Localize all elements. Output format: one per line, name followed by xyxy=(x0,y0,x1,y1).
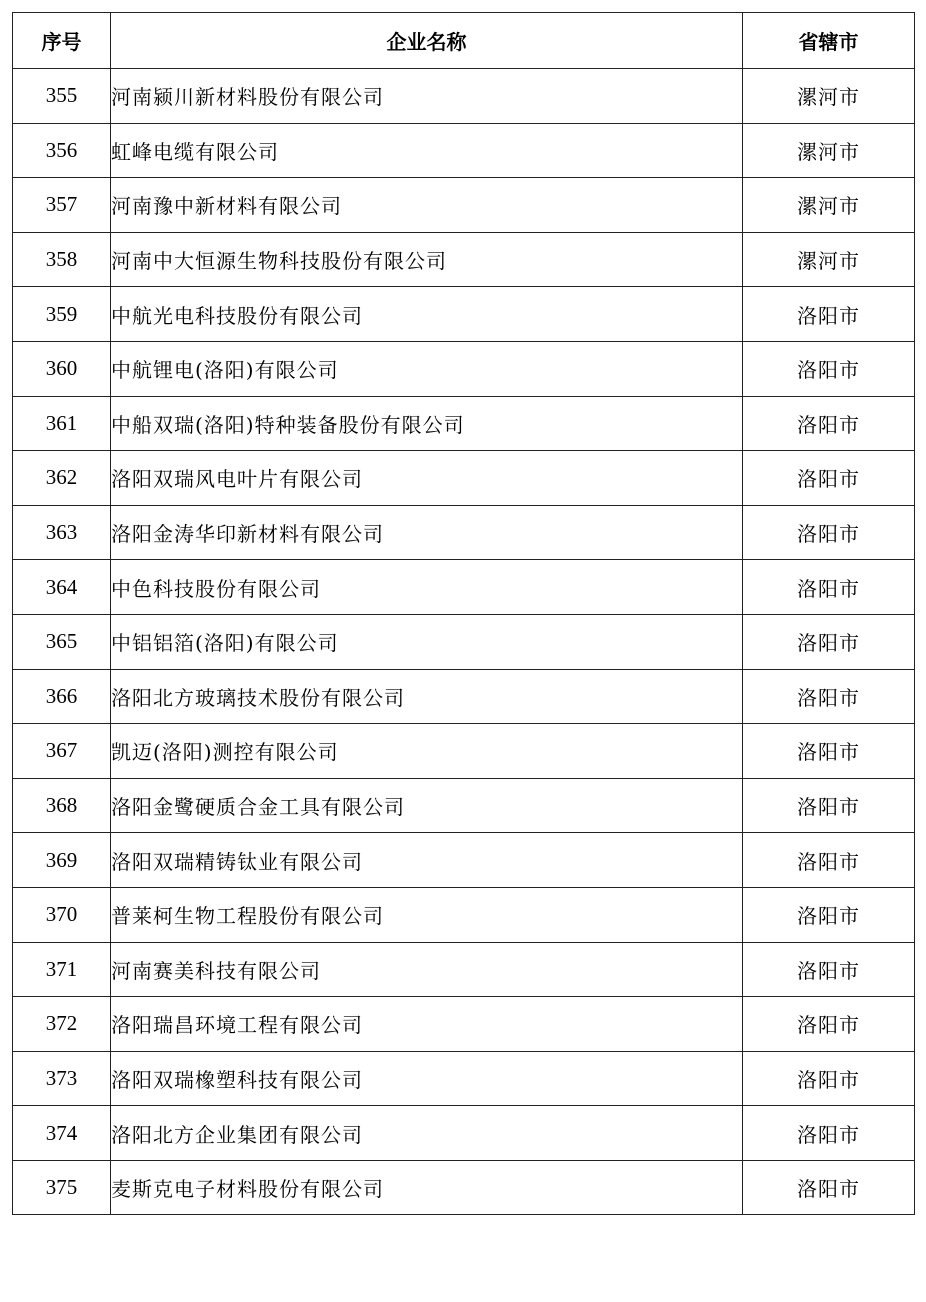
row-company-name: 河南豫中新材料有限公司 xyxy=(111,178,743,233)
row-city: 洛阳市 xyxy=(743,451,915,506)
table-row xyxy=(13,178,915,233)
row-company-name: 洛阳双瑞风电叶片有限公司 xyxy=(111,451,743,506)
table-header-row xyxy=(13,13,915,69)
row-company-name: 河南中大恒源生物科技股份有限公司 xyxy=(111,232,743,287)
table-row xyxy=(13,942,915,997)
row-index: 364 xyxy=(13,560,111,615)
row-city: 洛阳市 xyxy=(743,1051,915,1106)
row-company-name: 中航光电科技股份有限公司 xyxy=(111,287,743,342)
row-company-name: 虹峰电缆有限公司 xyxy=(111,123,743,178)
row-city: 漯河市 xyxy=(743,232,915,287)
row-city: 洛阳市 xyxy=(743,942,915,997)
row-index: 363 xyxy=(13,505,111,560)
row-city: 洛阳市 xyxy=(743,287,915,342)
row-company-name: 洛阳金涛华印新材料有限公司 xyxy=(111,505,743,560)
row-company-name: 洛阳双瑞橡塑科技有限公司 xyxy=(111,1051,743,1106)
table-row xyxy=(13,396,915,451)
row-city: 洛阳市 xyxy=(743,1106,915,1161)
table-row xyxy=(13,287,915,342)
row-index: 369 xyxy=(13,833,111,888)
row-index: 367 xyxy=(13,724,111,779)
row-company-name: 中色科技股份有限公司 xyxy=(111,560,743,615)
row-city: 漯河市 xyxy=(743,178,915,233)
table-row xyxy=(13,724,915,779)
row-company-name: 麦斯克电子材料股份有限公司 xyxy=(111,1160,743,1215)
row-city: 洛阳市 xyxy=(743,833,915,888)
table-row xyxy=(13,123,915,178)
table-row xyxy=(13,341,915,396)
row-company-name: 河南赛美科技有限公司 xyxy=(111,942,743,997)
row-index: 372 xyxy=(13,997,111,1052)
row-city: 洛阳市 xyxy=(743,614,915,669)
row-index: 358 xyxy=(13,232,111,287)
row-index: 368 xyxy=(13,778,111,833)
row-city: 洛阳市 xyxy=(743,778,915,833)
table-row xyxy=(13,669,915,724)
table-row xyxy=(13,997,915,1052)
row-city: 洛阳市 xyxy=(743,724,915,779)
table-row xyxy=(13,505,915,560)
table-row xyxy=(13,1051,915,1106)
table-row xyxy=(13,833,915,888)
row-city: 洛阳市 xyxy=(743,669,915,724)
row-index: 360 xyxy=(13,341,111,396)
row-city: 洛阳市 xyxy=(743,887,915,942)
row-index: 373 xyxy=(13,1051,111,1106)
header-index: 序号 xyxy=(13,13,111,69)
table-row xyxy=(13,451,915,506)
table-row xyxy=(13,1106,915,1161)
table-row xyxy=(13,232,915,287)
row-index: 371 xyxy=(13,942,111,997)
row-index: 356 xyxy=(13,123,111,178)
row-city: 洛阳市 xyxy=(743,341,915,396)
header-company-name: 企业名称 xyxy=(111,13,743,69)
row-city: 洛阳市 xyxy=(743,505,915,560)
row-city: 洛阳市 xyxy=(743,997,915,1052)
row-index: 359 xyxy=(13,287,111,342)
row-company-name: 洛阳北方企业集团有限公司 xyxy=(111,1106,743,1161)
enterprise-table xyxy=(12,12,915,1215)
row-index: 362 xyxy=(13,451,111,506)
row-index: 375 xyxy=(13,1160,111,1215)
row-index: 355 xyxy=(13,69,111,124)
row-city: 漯河市 xyxy=(743,123,915,178)
row-company-name: 洛阳双瑞精铸钛业有限公司 xyxy=(111,833,743,888)
table-row xyxy=(13,614,915,669)
row-index: 365 xyxy=(13,614,111,669)
row-company-name: 河南颍川新材料股份有限公司 xyxy=(111,69,743,124)
row-company-name: 普莱柯生物工程股份有限公司 xyxy=(111,887,743,942)
row-city: 洛阳市 xyxy=(743,396,915,451)
header-city: 省辖市 xyxy=(743,13,915,69)
table-row xyxy=(13,560,915,615)
row-company-name: 洛阳瑞昌环境工程有限公司 xyxy=(111,997,743,1052)
row-index: 370 xyxy=(13,887,111,942)
row-company-name: 凯迈(洛阳)测控有限公司 xyxy=(111,724,743,779)
table-row xyxy=(13,69,915,124)
table-row xyxy=(13,887,915,942)
row-city: 洛阳市 xyxy=(743,560,915,615)
row-index: 361 xyxy=(13,396,111,451)
row-index: 366 xyxy=(13,669,111,724)
row-index: 374 xyxy=(13,1106,111,1161)
table-body xyxy=(13,69,915,1215)
row-company-name: 洛阳金鹭硬质合金工具有限公司 xyxy=(111,778,743,833)
row-index: 357 xyxy=(13,178,111,233)
row-city: 漯河市 xyxy=(743,69,915,124)
row-city: 洛阳市 xyxy=(743,1160,915,1215)
row-company-name: 中铝铝箔(洛阳)有限公司 xyxy=(111,614,743,669)
table-row xyxy=(13,778,915,833)
row-company-name: 洛阳北方玻璃技术股份有限公司 xyxy=(111,669,743,724)
row-company-name: 中船双瑞(洛阳)特种装备股份有限公司 xyxy=(111,396,743,451)
table-row xyxy=(13,1160,915,1215)
row-company-name: 中航锂电(洛阳)有限公司 xyxy=(111,341,743,396)
